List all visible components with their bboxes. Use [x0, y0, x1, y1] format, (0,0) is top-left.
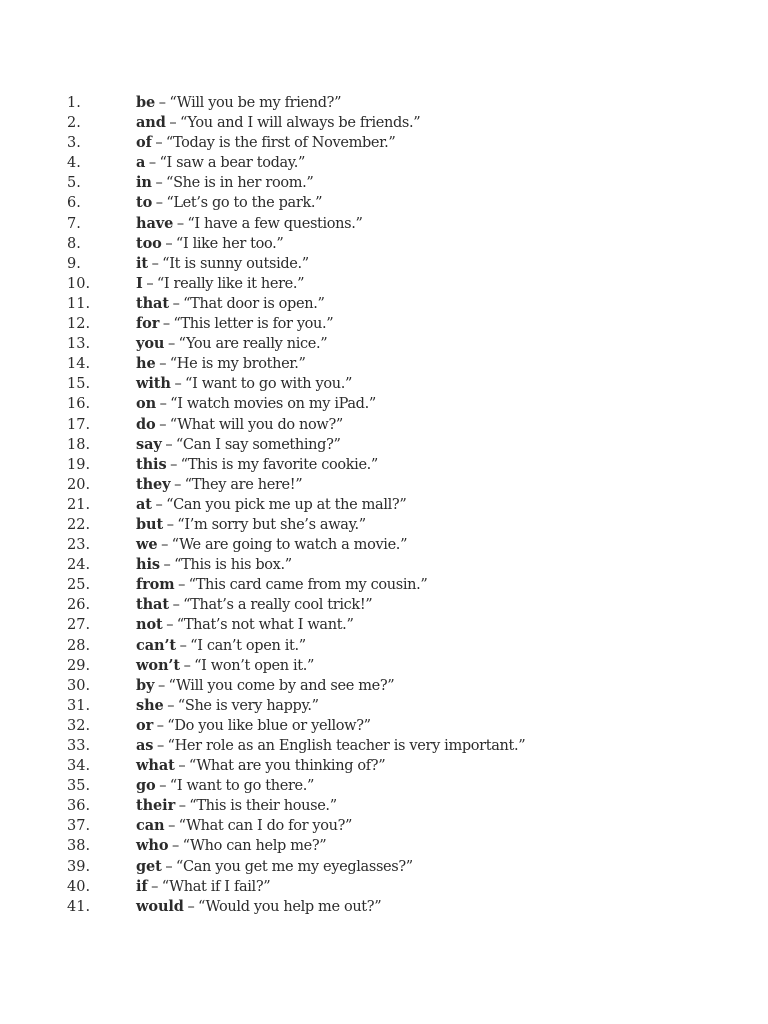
item-word: you — [136, 335, 165, 353]
item-number: 25. — [67, 577, 91, 594]
item-body — [136, 696, 319, 716]
item-word: that — [136, 294, 169, 312]
item-body — [136, 736, 525, 756]
item-sentence: “This card came from my cousin.” — [188, 577, 428, 594]
item-body — [136, 334, 327, 354]
item-word: who — [136, 837, 169, 855]
item-word: not — [136, 616, 163, 634]
list-item — [0, 455, 768, 475]
item-body — [136, 515, 366, 535]
item-body — [136, 615, 354, 635]
item-number: 12. — [67, 316, 91, 333]
item-body — [136, 636, 306, 656]
item-word: have — [136, 214, 174, 232]
item-number: 6. — [67, 195, 81, 212]
item-separator: – — [151, 255, 159, 272]
item-separator: – — [169, 115, 177, 132]
item-separator: – — [162, 316, 170, 333]
item-separator: – — [159, 356, 167, 373]
item-sentence: “I want to go with you.” — [185, 376, 353, 393]
list-item — [0, 636, 768, 656]
item-separator: – — [158, 95, 166, 111]
item-sentence: “I really like it here.” — [156, 275, 305, 292]
item-word: won’t — [136, 656, 180, 674]
list-item — [0, 394, 768, 414]
list-item — [0, 93, 768, 113]
item-number: 17. — [67, 416, 91, 433]
list-item — [0, 595, 768, 615]
item-body — [136, 495, 406, 515]
item-word: that — [136, 596, 169, 614]
list-item — [0, 475, 768, 495]
item-body — [136, 113, 420, 133]
item-separator: – — [165, 436, 173, 453]
item-word: for — [136, 315, 160, 333]
item-number: 10. — [67, 275, 91, 292]
list-item — [0, 234, 768, 254]
item-word: get — [136, 857, 162, 875]
item-word: their — [136, 797, 176, 815]
item-separator: – — [161, 537, 169, 554]
item-body — [136, 153, 305, 173]
item-number: 19. — [67, 456, 91, 473]
item-body — [136, 796, 337, 816]
item-sentence: “I have a few questions.” — [187, 215, 363, 232]
item-sentence: “That’s not what I want.” — [176, 617, 354, 634]
list-item — [0, 354, 768, 374]
item-word: they — [136, 475, 171, 493]
item-number: 28. — [67, 637, 91, 654]
item-body — [136, 254, 309, 274]
item-sentence: “They are here!” — [184, 476, 303, 493]
item-number: 33. — [67, 738, 91, 754]
item-word: he — [136, 355, 156, 373]
list-item — [0, 897, 768, 917]
item-separator: – — [178, 758, 186, 775]
item-word: as — [136, 737, 154, 754]
list-item — [0, 374, 768, 394]
list-item — [0, 676, 768, 696]
list-item — [0, 415, 768, 435]
item-separator: – — [151, 878, 159, 895]
item-word: can’t — [136, 636, 177, 654]
item-number: 1. — [67, 95, 81, 111]
item-separator: – — [176, 215, 184, 232]
item-number: 24. — [67, 557, 91, 574]
item-number: 15. — [67, 376, 91, 393]
item-body — [136, 575, 427, 595]
item-sentence: “Today is the first of November.” — [165, 135, 396, 152]
item-separator: – — [155, 135, 163, 152]
item-number: 35. — [67, 778, 91, 795]
list-item — [0, 776, 768, 796]
item-separator: – — [155, 175, 163, 192]
item-separator: – — [167, 697, 175, 714]
list-item — [0, 555, 768, 575]
item-body — [136, 374, 352, 394]
list-item — [0, 314, 768, 334]
item-separator: – — [168, 818, 175, 835]
item-number: 34. — [67, 758, 91, 775]
list-item — [0, 113, 768, 133]
item-body — [136, 816, 352, 836]
item-sentence: “Can you get me my eyeglasses?” — [175, 858, 413, 875]
list-item — [0, 334, 768, 354]
item-word: with — [136, 375, 171, 393]
item-word: on — [136, 395, 157, 413]
list-item — [0, 656, 768, 676]
item-body — [136, 193, 322, 213]
item-sentence: “I watch movies on my iPad.” — [170, 396, 376, 413]
item-word: this — [136, 455, 167, 473]
item-word: be — [136, 94, 156, 111]
item-sentence: “Will you be my friend?” — [169, 95, 342, 111]
item-sentence: “What can I do for you?” — [178, 818, 353, 835]
item-word: it — [136, 254, 149, 272]
item-separator: – — [165, 235, 173, 252]
item-body — [136, 716, 371, 736]
item-number: 20. — [67, 476, 91, 493]
item-body — [136, 435, 341, 455]
item-number: 30. — [67, 677, 91, 694]
list-item — [0, 736, 768, 756]
item-number: 22. — [67, 516, 91, 533]
item-body — [136, 535, 407, 555]
list-item — [0, 515, 768, 535]
list-item — [0, 133, 768, 153]
item-separator: – — [178, 798, 186, 815]
item-separator: – — [159, 778, 167, 795]
item-word: his — [136, 556, 160, 574]
list-item — [0, 193, 768, 213]
item-sentence: “I saw a bear today.” — [159, 155, 306, 172]
item-sentence: “She is in her room.” — [166, 175, 314, 192]
item-sentence: “I can’t open it.” — [190, 637, 306, 654]
item-word: a — [136, 154, 146, 172]
item-sentence: “I like her too.” — [175, 235, 284, 252]
item-number: 3. — [67, 135, 81, 152]
item-word: of — [136, 134, 152, 152]
item-word: say — [136, 435, 162, 453]
item-separator: – — [156, 717, 164, 734]
item-sentence: “This is my favorite cookie.” — [180, 456, 378, 473]
item-body — [136, 133, 395, 153]
item-body — [136, 314, 333, 334]
item-separator: – — [165, 858, 173, 875]
item-body — [136, 274, 304, 294]
item-separator: – — [172, 838, 179, 855]
item-body — [136, 776, 314, 796]
item-number: 9. — [67, 255, 81, 272]
word-list — [0, 93, 768, 917]
item-body — [136, 455, 378, 475]
item-word: by — [136, 676, 155, 694]
list-item — [0, 274, 768, 294]
list-item — [0, 495, 768, 515]
list-item — [0, 254, 768, 274]
item-sentence: “This is his box.” — [174, 557, 292, 574]
item-sentence: “Let’s go to the park.” — [166, 195, 323, 212]
item-sentence: “This is their house.” — [189, 798, 337, 815]
item-number: 16. — [67, 396, 91, 413]
item-number: 40. — [67, 878, 91, 895]
item-body — [136, 756, 385, 776]
item-body — [136, 214, 363, 234]
item-sentence: “Can I say something?” — [175, 436, 341, 453]
item-number: 8. — [67, 235, 81, 252]
item-sentence: “It is sunny outside.” — [162, 255, 309, 272]
item-number: 21. — [67, 496, 91, 513]
item-sentence: “I want to go there.” — [169, 778, 315, 795]
item-number: 2. — [67, 115, 81, 132]
item-number: 41. — [67, 898, 91, 915]
item-word: do — [136, 415, 156, 433]
item-separator: – — [187, 898, 195, 915]
item-body — [136, 656, 314, 676]
item-word: she — [136, 696, 164, 714]
item-separator: – — [146, 275, 154, 292]
item-word: can — [136, 817, 165, 835]
item-number: 37. — [67, 818, 91, 835]
list-item — [0, 615, 768, 635]
item-word: I — [136, 274, 143, 292]
list-item — [0, 716, 768, 736]
item-number: 32. — [67, 717, 91, 734]
item-word: but — [136, 515, 164, 533]
item-separator: – — [174, 476, 182, 493]
list-item — [0, 756, 768, 776]
item-number: 4. — [67, 155, 81, 172]
item-sentence: “What if I fail?” — [161, 878, 271, 895]
list-item — [0, 435, 768, 455]
list-item — [0, 173, 768, 193]
item-sentence: “That’s a really cool trick!” — [183, 597, 373, 614]
item-body — [136, 394, 376, 414]
list-item — [0, 696, 768, 716]
item-body — [136, 234, 283, 254]
item-sentence: “Do you like blue or yellow?” — [167, 717, 371, 734]
item-body — [136, 475, 302, 495]
item-sentence: “Who can help me?” — [182, 838, 327, 855]
item-word: in — [136, 174, 152, 192]
item-sentence: “Will you come by and see me?” — [168, 677, 395, 694]
item-number: 27. — [67, 617, 91, 634]
item-number: 11. — [67, 295, 91, 312]
item-word: what — [136, 757, 175, 775]
list-item — [0, 294, 768, 314]
item-separator: – — [178, 577, 186, 594]
item-separator: – — [183, 657, 191, 674]
item-number: 7. — [67, 215, 81, 232]
item-separator: – — [170, 456, 178, 473]
item-number: 29. — [67, 657, 91, 674]
item-body — [136, 415, 343, 435]
item-separator: – — [172, 597, 180, 614]
list-item — [0, 836, 768, 856]
item-number: 38. — [67, 838, 91, 855]
item-separator: – — [159, 396, 167, 413]
item-body — [136, 836, 326, 856]
item-sentence: “You and I will always be friends.” — [179, 115, 421, 132]
item-separator: – — [158, 677, 165, 694]
item-separator: – — [159, 416, 167, 433]
item-word: at — [136, 495, 152, 513]
item-sentence: “I’m sorry but she’s away.” — [177, 516, 366, 533]
item-word: if — [136, 877, 148, 895]
item-sentence: “She is very happy.” — [177, 697, 319, 714]
item-number: 14. — [67, 356, 91, 373]
item-sentence: “What will you do now?” — [169, 416, 343, 433]
item-number: 18. — [67, 436, 91, 453]
item-separator: – — [148, 155, 156, 172]
item-body — [136, 676, 394, 696]
item-separator: – — [155, 195, 163, 212]
list-item — [0, 153, 768, 173]
list-item — [0, 816, 768, 836]
item-separator: – — [166, 617, 174, 634]
item-separator: – — [156, 738, 164, 754]
item-word: to — [136, 194, 153, 212]
item-number: 23. — [67, 537, 91, 554]
item-separator: – — [167, 336, 175, 353]
item-number: 31. — [67, 697, 91, 714]
item-number: 26. — [67, 597, 91, 614]
item-sentence: “That door is open.” — [183, 295, 325, 312]
item-sentence: “He is my brother.” — [169, 356, 306, 373]
item-body — [136, 173, 313, 193]
item-sentence: “We are going to watch a movie.” — [171, 537, 408, 554]
item-sentence: “Her role as an English teacher is very important.” — [167, 738, 526, 754]
item-sentence: “What are you thinking of?” — [188, 758, 386, 775]
item-sentence: “I won’t open it.” — [194, 657, 315, 674]
item-body — [136, 595, 372, 615]
item-body — [136, 93, 341, 113]
item-separator: – — [166, 516, 174, 533]
list-item — [0, 214, 768, 234]
item-word: or — [136, 716, 154, 734]
list-item — [0, 857, 768, 877]
item-separator: – — [172, 295, 180, 312]
item-word: we — [136, 536, 158, 554]
item-word: and — [136, 114, 166, 132]
item-word: would — [136, 897, 184, 915]
item-body — [136, 555, 292, 575]
item-word: from — [136, 576, 175, 594]
item-number: 5. — [67, 175, 81, 192]
item-separator: – — [155, 496, 163, 513]
item-sentence: “Can you pick me up at the mall?” — [166, 496, 407, 513]
item-sentence: “Would you help me out?” — [198, 898, 382, 915]
item-number: 36. — [67, 798, 91, 815]
item-separator: – — [163, 557, 171, 574]
list-item — [0, 535, 768, 555]
item-body — [136, 857, 413, 877]
item-word: too — [136, 234, 162, 252]
item-body — [136, 294, 325, 314]
list-item — [0, 877, 768, 897]
item-separator: – — [174, 376, 182, 393]
item-word: go — [136, 777, 156, 795]
item-number: 39. — [67, 858, 91, 875]
item-sentence: “You are really nice.” — [178, 336, 328, 353]
list-item — [0, 796, 768, 816]
item-separator: – — [179, 637, 187, 654]
item-body — [136, 877, 270, 897]
item-body — [136, 897, 381, 917]
list-item — [0, 575, 768, 595]
item-body — [136, 354, 306, 374]
item-sentence: “This letter is for you.” — [173, 316, 334, 333]
item-number: 13. — [67, 336, 91, 353]
